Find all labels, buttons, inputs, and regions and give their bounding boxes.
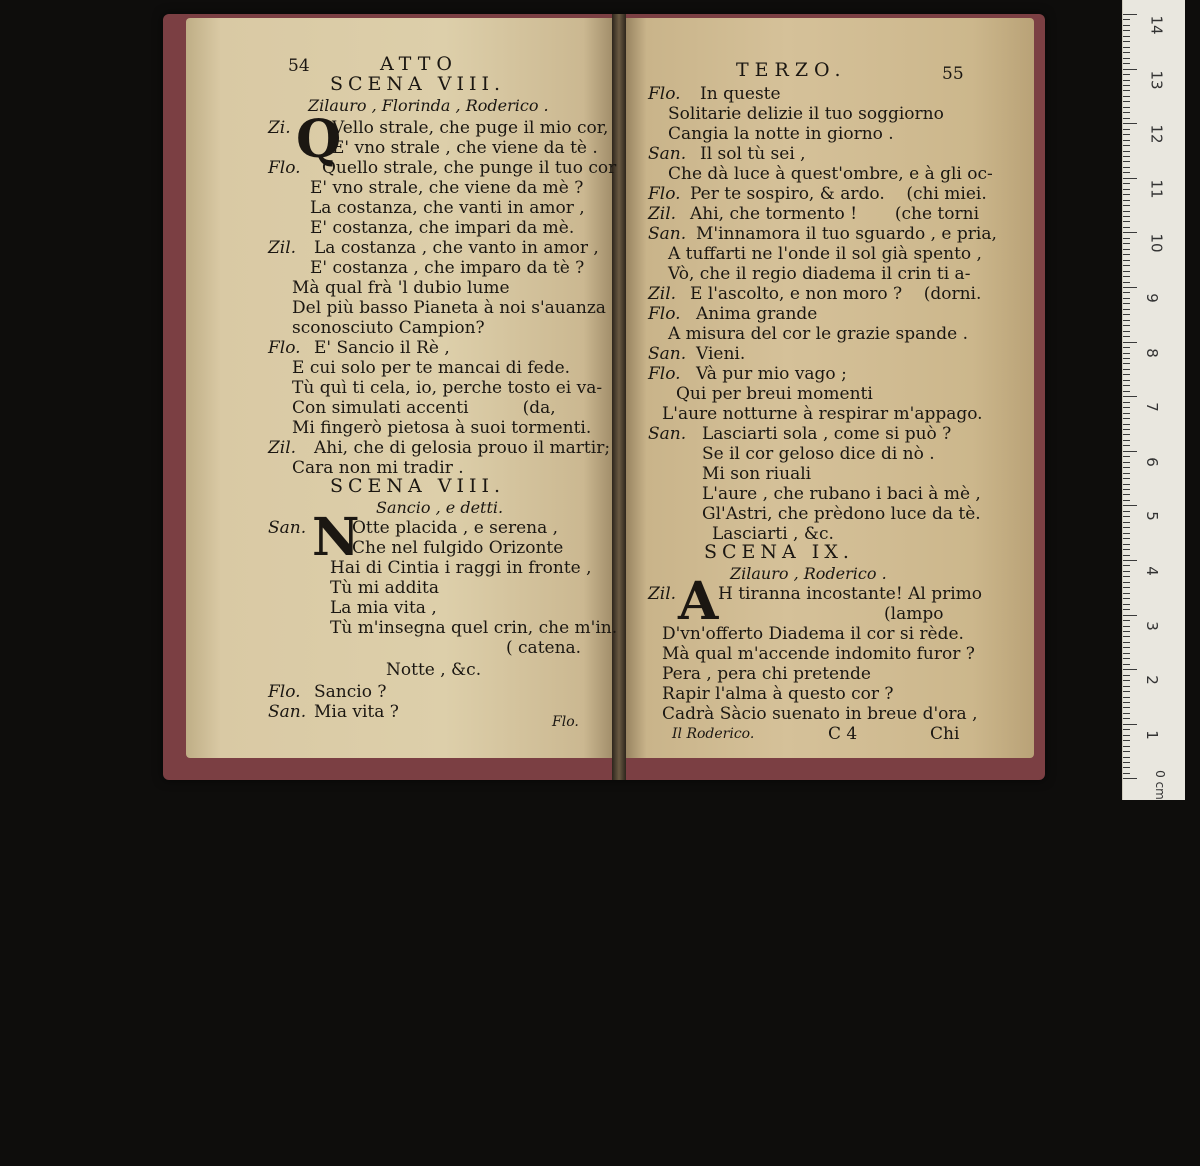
verse-line: Anima grande — [696, 304, 818, 324]
ruler-tick — [1123, 631, 1130, 632]
ruler-tick — [1123, 555, 1130, 556]
ruler-tick — [1123, 757, 1130, 758]
left-page-text — [268, 53, 618, 756]
ruler-number: 2 — [1142, 675, 1161, 685]
ruler-number: 14 — [1147, 15, 1166, 35]
ruler-tick — [1123, 145, 1130, 146]
right-page-number: 55 — [942, 64, 964, 84]
ruler-tick — [1123, 587, 1130, 588]
ruler-tick — [1123, 729, 1130, 730]
speaker: San. — [648, 144, 687, 164]
verse-line: L'aure , che rubano i baci à mè , — [702, 484, 981, 504]
ruler-tick — [1123, 58, 1130, 59]
scene-heading: SCENA VIII. — [330, 475, 506, 497]
ruler-tick — [1123, 724, 1137, 725]
ruler-tick — [1123, 358, 1130, 359]
ruler-tick — [1123, 571, 1130, 572]
ruler-tick — [1123, 52, 1130, 53]
ruler-tick — [1123, 467, 1130, 468]
ruler-tick — [1123, 620, 1130, 621]
verse-line: Che nel fulgido Orizonte — [352, 538, 564, 558]
ruler-tick — [1123, 298, 1130, 299]
ruler-tick — [1123, 773, 1130, 774]
verse-line: Và pur mio vago ; — [696, 364, 847, 384]
ruler-tick — [1123, 478, 1130, 479]
verse-line: Lasciarti , &c. — [712, 524, 834, 544]
ruler-tick — [1123, 473, 1130, 474]
ruler-tick — [1123, 494, 1130, 495]
ruler-tick — [1123, 216, 1130, 217]
ruler-tick — [1123, 167, 1130, 168]
ruler-tick — [1123, 396, 1137, 397]
ruler-tick — [1123, 402, 1130, 403]
speaker: Zil. — [648, 584, 677, 604]
ruler-tick — [1123, 647, 1130, 648]
ruler-tick — [1123, 96, 1130, 97]
ruler-tick — [1123, 549, 1130, 550]
ruler-tick — [1123, 691, 1130, 692]
catchword: Flo. — [552, 714, 579, 730]
dropcap-a: A — [678, 571, 719, 632]
ruler-tick — [1123, 320, 1130, 321]
ruler-tick — [1123, 762, 1130, 763]
ruler-tick — [1123, 129, 1130, 130]
ruler-tick — [1123, 151, 1130, 152]
ruler-tick — [1123, 511, 1130, 512]
speaker: San. — [268, 518, 307, 538]
ruler-tick — [1123, 456, 1130, 457]
ruler-tick — [1123, 740, 1130, 741]
ruler-tick — [1123, 544, 1130, 545]
verse-line: Mi son riuali — [702, 464, 812, 484]
ruler-tick — [1123, 440, 1130, 441]
ruler-tick — [1123, 424, 1130, 425]
verse-line: M'innamora il tuo sguardo , e pria, — [696, 224, 997, 244]
verse-line: Cadrà Sàcio suenato in breue d'ora , — [662, 704, 978, 724]
verse-line: La costanza , che vanto in amor , — [314, 238, 599, 258]
ruler-tick — [1123, 41, 1130, 42]
verse-line: La mia vita , — [330, 598, 437, 618]
speaker: San. — [648, 224, 687, 244]
scene-heading: SCENA IX. — [704, 541, 854, 563]
ruler-tick — [1123, 172, 1130, 173]
verse-line: Con simulati accenti (da, — [292, 398, 556, 418]
ruler-tick — [1123, 369, 1130, 370]
ruler-number: 1 — [1142, 730, 1161, 740]
ruler-tick — [1123, 686, 1130, 687]
speaker: Zi. — [268, 118, 291, 138]
scene-heading: SCENA VIII. — [330, 73, 506, 95]
verse-line: Tù m'insegna quel crin, che m'in. — [330, 618, 618, 638]
ruler-tick — [1123, 642, 1130, 643]
ruler-tick — [1123, 183, 1130, 184]
ruler-tick — [1123, 489, 1130, 490]
verse-line: Ahi, che tormento ! (che torni — [690, 204, 979, 224]
ruler-tick — [1123, 232, 1137, 233]
verse-line: In queste — [700, 84, 781, 104]
ruler-tick — [1123, 276, 1130, 277]
ruler-tick — [1123, 36, 1130, 37]
verse-line: Se il cor geloso dice di nò . — [702, 444, 935, 464]
ruler-tick — [1123, 418, 1130, 419]
ruler-tick — [1123, 746, 1130, 747]
ruler-number: 3 — [1142, 620, 1161, 631]
verse-line: Vò, che il regio diadema il crin ti a- — [668, 264, 971, 284]
ruler-tick — [1123, 707, 1130, 708]
speaker: Flo. — [648, 364, 681, 384]
ruler-number: 10 — [1147, 233, 1166, 253]
cast-list: Zilauro , Florinda , Roderico . — [308, 96, 549, 115]
ruler-tick — [1123, 292, 1130, 293]
ruler-tick — [1123, 331, 1130, 332]
ruler-tick — [1123, 123, 1137, 124]
ruler-number: 8 — [1142, 347, 1161, 358]
verse-line: Vieni. — [696, 344, 746, 364]
ruler-tick — [1123, 778, 1137, 779]
verse-line: Otte placida , e serena , — [352, 518, 559, 538]
ruler-tick — [1123, 533, 1130, 534]
ruler-tick — [1123, 118, 1130, 119]
ruler-tick — [1123, 363, 1130, 364]
ruler-tick — [1123, 669, 1137, 670]
verse-line: Tù mi addita — [330, 578, 439, 598]
ruler-tick — [1123, 434, 1130, 435]
ruler-tick — [1123, 680, 1130, 681]
ruler-tick — [1123, 675, 1130, 676]
ruler-tick — [1123, 85, 1130, 86]
verse-line: Mà qual m'accende indomito furor ? — [662, 644, 975, 664]
ruler-tick — [1123, 336, 1130, 337]
ruler-tick — [1123, 134, 1130, 135]
speaker: Flo. — [648, 304, 681, 324]
ruler-tick — [1123, 380, 1130, 381]
ruler-tick — [1123, 25, 1130, 26]
speaker: Zil. — [268, 238, 297, 258]
ruler-tick — [1123, 112, 1130, 113]
ruler-tick — [1123, 527, 1130, 528]
verse-line: Cangia la notte in giorno . — [668, 124, 894, 144]
cast-list: Sancio , e detti. — [376, 498, 504, 517]
ruler-tick — [1123, 205, 1130, 206]
ruler-tick — [1123, 30, 1130, 31]
ruler-tick — [1123, 598, 1130, 599]
verse-line: Del più basso Pianeta à noi s'auanza — [292, 298, 606, 318]
speaker: Flo. — [648, 184, 681, 204]
ruler-number: 12 — [1147, 124, 1166, 144]
ruler-tick — [1123, 19, 1130, 20]
verse-line: Pera , pera chi pretende — [662, 664, 871, 684]
speaker: Flo. — [268, 682, 301, 702]
ruler-tick — [1123, 429, 1130, 430]
speaker: Zil. — [648, 204, 677, 224]
verse-line: E' vno strale , che viene da tè . — [332, 138, 598, 158]
right-running-head: TERZO. — [736, 59, 847, 81]
ruler-tick — [1123, 271, 1130, 272]
ruler-tick — [1123, 74, 1130, 75]
ruler-tick — [1123, 713, 1130, 714]
ruler-tick — [1123, 462, 1130, 463]
verse-line: Rapir l'alma à questo cor ? — [662, 684, 894, 704]
verse-line: Per te sospiro, & ardo. (chi miei. — [690, 184, 987, 204]
ruler-tick — [1123, 522, 1130, 523]
ruler-tick — [1123, 751, 1130, 752]
verse-line: A tuffarti ne l'onde il sol già spento , — [668, 244, 982, 264]
ruler-tick — [1123, 500, 1130, 501]
verse-line: Mi fingerò pietosa à suoi tormenti. — [292, 418, 592, 438]
ruler-tick — [1123, 347, 1130, 348]
verse-line: Che dà luce à quest'ombre, e à gli oc- — [668, 164, 993, 184]
speaker: Zil. — [648, 284, 677, 304]
ruler-number: 5 — [1142, 511, 1161, 522]
ruler-tick — [1123, 664, 1130, 665]
left-page-number: 54 — [288, 56, 310, 76]
cast-list: Zilauro , Roderico . — [730, 564, 887, 583]
ruler-tick — [1123, 735, 1130, 736]
verse-line: Solitarie delizie il tuo soggiorno — [668, 104, 944, 124]
ruler-tick — [1123, 238, 1130, 239]
ruler-tick — [1123, 303, 1130, 304]
verse-line: Vello strale, che puge il mio cor, — [332, 118, 609, 138]
ruler-tick — [1123, 194, 1130, 195]
ruler-tick — [1123, 161, 1130, 162]
ruler-tick — [1123, 101, 1130, 102]
ruler-tick — [1123, 445, 1130, 446]
speaker: Flo. — [268, 338, 301, 358]
ruler-tick — [1123, 505, 1137, 506]
ruler-tick — [1123, 287, 1137, 288]
dropcap-q: Q — [296, 109, 342, 170]
ruler-tick — [1123, 189, 1130, 190]
verse-line: E' Sancio il Rè , — [314, 338, 450, 358]
ruler-tick — [1123, 413, 1130, 414]
book-gutter — [612, 14, 626, 780]
verse-line: ( catena. — [506, 638, 582, 658]
ruler-tick — [1123, 626, 1130, 627]
ruler-tick — [1123, 385, 1130, 386]
ruler-tick — [1123, 615, 1137, 616]
ruler-tick — [1123, 243, 1130, 244]
ruler-tick — [1123, 265, 1130, 266]
verse-line: Gl'Astri, che prèdono luce da tè. — [702, 504, 981, 524]
verse-line: (lampo — [884, 604, 944, 624]
ruler-tick — [1123, 309, 1130, 310]
ruler-tick — [1123, 140, 1130, 141]
ruler-tick — [1123, 576, 1130, 577]
verse-line: Sancio ? — [314, 682, 387, 702]
ruler-tick — [1123, 342, 1137, 343]
ruler-tick — [1123, 565, 1130, 566]
verse-line: Mia vita ? — [314, 702, 399, 722]
dropcap-n: N — [312, 507, 360, 568]
ruler-tick — [1123, 484, 1130, 485]
ruler-tick — [1123, 14, 1137, 15]
verse-line: Il sol tù sei , — [700, 144, 806, 164]
ruler-tick — [1123, 227, 1130, 228]
ruler-tick — [1123, 604, 1130, 605]
ruler-number: 7 — [1142, 402, 1161, 412]
verse-line: sconosciuto Campion? — [292, 318, 485, 338]
catchword: Chi — [930, 724, 960, 744]
ruler-tick — [1123, 107, 1130, 108]
verse-line: Ahi, che di gelosia prouo il martir; — [314, 438, 611, 458]
ruler-number: 9 — [1142, 293, 1161, 303]
verse-line: La costanza, che vanti in amor , — [310, 198, 585, 218]
ruler-tick — [1123, 374, 1130, 375]
ruler-tick — [1123, 80, 1130, 81]
ruler-tick — [1123, 718, 1130, 719]
verse-line: Cara non mi tradir . — [292, 458, 464, 478]
ruler-tick — [1123, 636, 1130, 637]
verse-line: Tù quì ti cela, io, perche tosto ei va- — [292, 378, 603, 398]
verse-line: Mà qual frà 'l dubio lume — [292, 278, 510, 298]
ruler-tick — [1123, 178, 1137, 179]
ruler-tick — [1123, 538, 1130, 539]
verse-line: D'vn'offerto Diadema il cor si rède. — [662, 624, 964, 644]
ruler-tick — [1123, 249, 1130, 250]
ruler-tick — [1123, 90, 1130, 91]
ruler-number: 6 — [1142, 457, 1161, 467]
refrain: Notte , &c. — [386, 660, 482, 680]
verse-line: E l'ascolto, e non moro ? (dorni. — [690, 284, 982, 304]
ruler-tick — [1123, 47, 1130, 48]
ruler-tick — [1123, 516, 1130, 517]
ruler-tick — [1123, 282, 1130, 283]
measuring-ruler — [1122, 0, 1185, 800]
verse-line: Qui per breui momenti — [676, 384, 873, 404]
verse-line: H tiranna incostante! Al primo — [718, 584, 983, 604]
speaker: Flo. — [268, 158, 301, 178]
verse-line: Quello strale, che punge il tuo cor — [322, 158, 617, 178]
ruler-tick — [1123, 697, 1130, 698]
right-page-text — [648, 59, 997, 754]
verse-line: A misura del cor le grazie spande . — [668, 324, 968, 344]
ruler-number: 13 — [1147, 70, 1166, 90]
ruler-tick — [1123, 702, 1130, 703]
ruler-tick — [1123, 391, 1130, 392]
speaker: Flo. — [648, 84, 681, 104]
speaker: San. — [648, 424, 687, 444]
ruler-tick — [1123, 325, 1130, 326]
signature-mark: C 4 — [828, 724, 858, 744]
ruler-tick — [1123, 353, 1130, 354]
verse-line: E' vno strale, che viene da mè ? — [310, 178, 584, 198]
ruler-unit: 0 cm — [1152, 770, 1167, 800]
ruler-number: 4 — [1142, 566, 1161, 576]
verse-line: E cui solo per te mancai di fede. — [292, 358, 571, 378]
verse-line: E' costanza , che imparo da tè ? — [310, 258, 585, 278]
ruler-tick — [1123, 593, 1130, 594]
ruler-tick — [1123, 451, 1137, 452]
ruler-tick — [1123, 211, 1130, 212]
left-running-head: ATTO — [380, 53, 458, 75]
verse-line: E' costanza, che impari da mè. — [310, 218, 575, 238]
ruler-tick — [1123, 407, 1130, 408]
ruler-tick — [1123, 653, 1130, 654]
ruler-tick — [1123, 314, 1130, 315]
verse-line: Lasciarti sola , come si può ? — [702, 424, 952, 444]
ruler-tick — [1123, 609, 1130, 610]
speaker: Zil. — [268, 438, 297, 458]
speaker: San. — [648, 344, 687, 364]
ruler-tick — [1123, 69, 1137, 70]
ruler-tick — [1123, 658, 1130, 659]
ruler-number: 11 — [1147, 179, 1166, 199]
ruler-tick — [1123, 63, 1130, 64]
ruler-tick — [1123, 767, 1130, 768]
speaker: San. — [268, 702, 307, 722]
ruler-tick — [1123, 260, 1130, 261]
ruler-tick — [1123, 560, 1137, 561]
ruler-tick — [1123, 221, 1130, 222]
verse-line: Hai di Cintia i raggi in fronte , — [330, 558, 592, 578]
ruler-tick — [1123, 156, 1130, 157]
ruler-tick — [1123, 200, 1130, 201]
verse-line: L'aure notturne à respirar m'appago. — [662, 404, 983, 424]
footer-note: Il Roderico. — [672, 726, 755, 742]
ruler-tick — [1123, 582, 1130, 583]
ruler-tick — [1123, 254, 1130, 255]
